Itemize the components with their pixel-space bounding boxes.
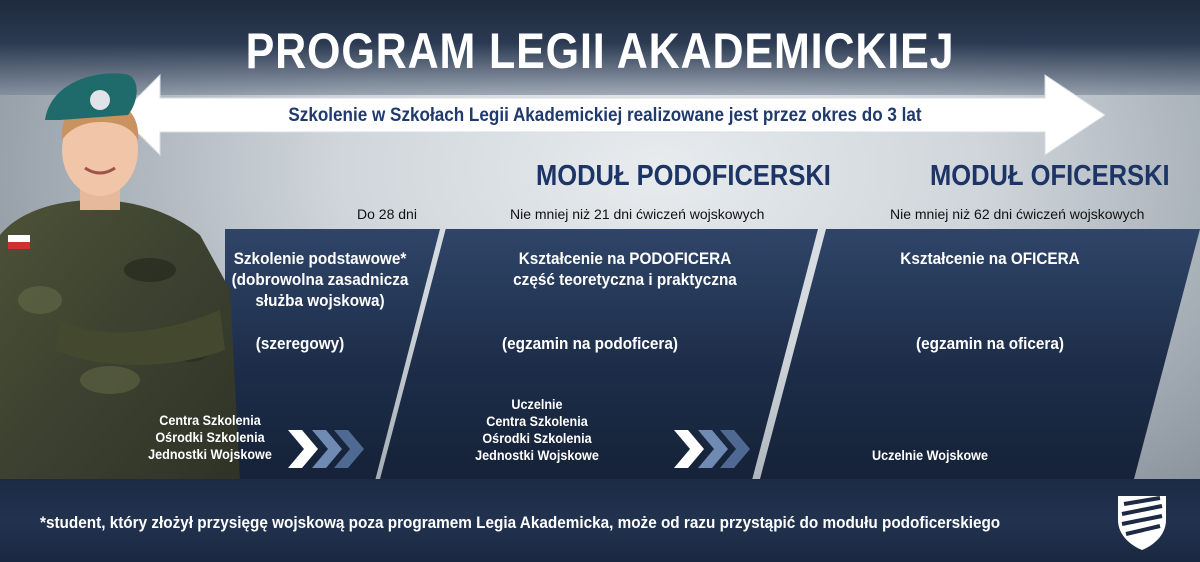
footnote: *student, który złożył przysięgę wojskową poza programem Legia Akademicka, może od razu przystąpić do modułu podoficerskiego xyxy=(40,513,1001,532)
module-oficerski-heading: MODUŁ OFICERSKI xyxy=(930,160,1170,192)
basic-places xyxy=(143,412,278,463)
nco-places xyxy=(470,396,605,464)
eagle-badge-icon xyxy=(90,90,110,110)
basic-title: Szkolenie podstawowe* xyxy=(233,249,407,268)
basic-subtitle-1: (dobrowolna zasadnicza xyxy=(231,270,409,289)
podoficerski-duration: Nie mniej niż 21 dni ćwiczeń wojskowych xyxy=(510,206,765,222)
basic-place-1: Centra Szkolenia xyxy=(159,412,261,428)
nco-title: Kształcenie na PODOFICERA xyxy=(518,249,732,268)
nco-place-2: Centra Szkolenia xyxy=(486,413,588,429)
nco-place-4: Jednostki Wojskowe xyxy=(475,447,599,463)
basic-duration: Do 28 dni xyxy=(357,206,417,222)
module-podoficerski-heading: MODUŁ PODOFICERSKI xyxy=(536,160,831,192)
shield-logo-icon xyxy=(1112,490,1172,552)
nco-subtitle: część teoretyczna i praktyczna xyxy=(513,270,737,289)
basic-place-2: Ośrodki Szkolenia xyxy=(155,429,265,445)
chevron-icon xyxy=(674,430,752,468)
officer-place: Uczelnie Wojskowe xyxy=(871,447,989,463)
arrow-caption: Szkolenie w Szkołach Legii Akademickiej realizowane jest przez okres do 3 lat xyxy=(288,105,922,126)
basic-rank: (szeregowy) xyxy=(255,334,345,353)
nco-place-3: Ośrodki Szkolenia xyxy=(482,430,592,446)
page-title: PROGRAM LEGII AKADEMICKIEJ xyxy=(245,23,955,79)
nco-exam: (egzamin na podoficera) xyxy=(502,334,678,353)
nco-place-1: Uczelnie xyxy=(511,396,563,412)
oficerski-duration: Nie mniej niż 62 dni ćwiczeń wojskowych xyxy=(890,206,1145,222)
basic-subtitle-2: służba wojskowa) xyxy=(255,291,385,310)
officer-title: Kształcenie na OFICERA xyxy=(900,249,1080,268)
basic-place-3: Jednostki Wojskowe xyxy=(148,446,272,462)
chevron-icon xyxy=(288,430,366,468)
officer-exam: (egzamin na oficera) xyxy=(916,334,1064,353)
